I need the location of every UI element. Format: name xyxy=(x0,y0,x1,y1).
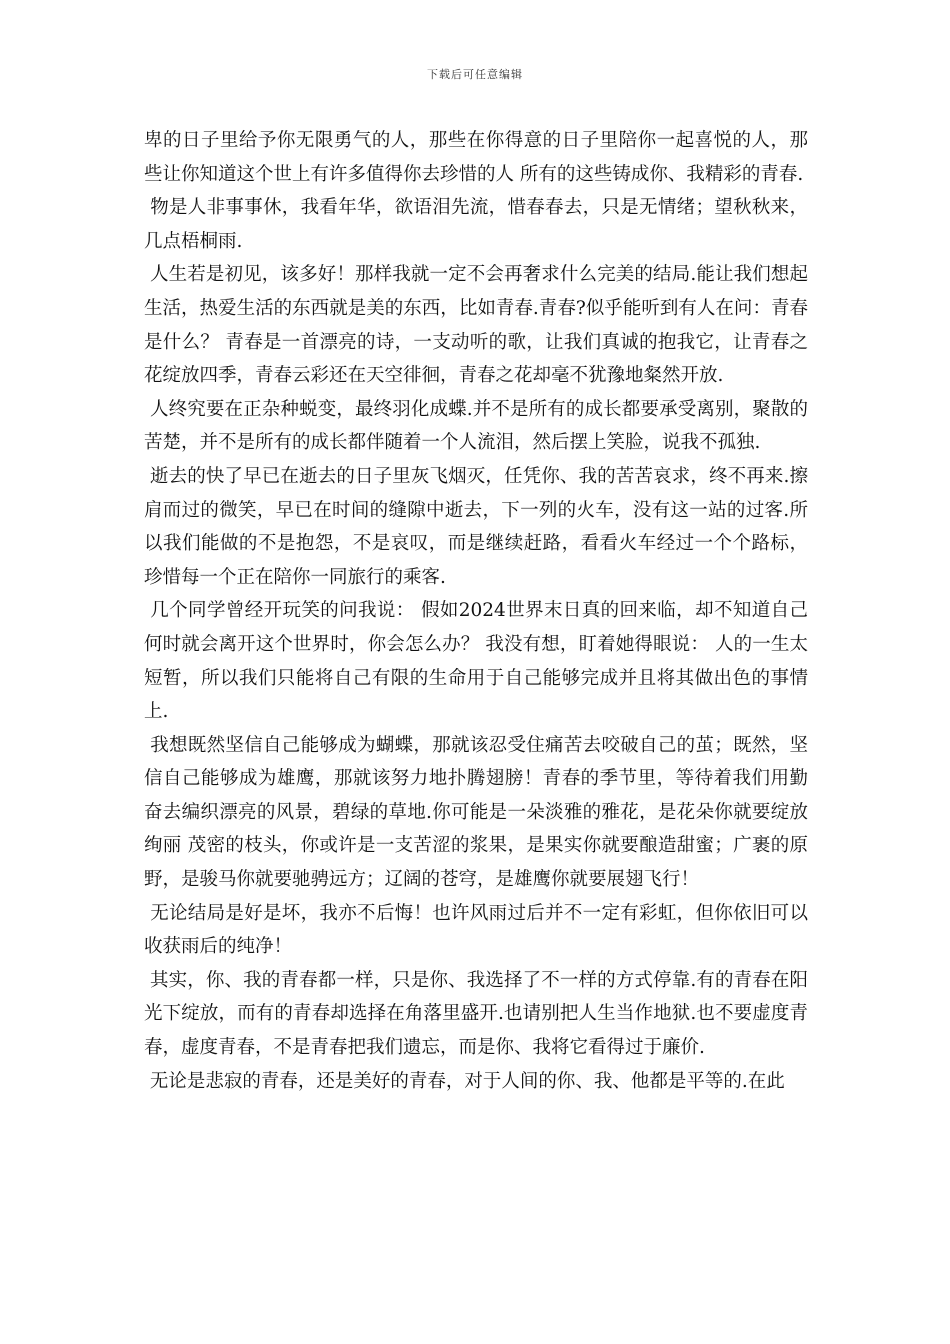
page-header: 下载后可任意编辑 xyxy=(427,68,523,81)
paragraph: 人生若是初见，该多好！那样我就一定不会再奢求什么完美的结局.能让我们想起生活，热爱生活的东西就是美的东西，比如青春.青春?似乎能听到有人在问：青春是什么？ 青春是一首漂亮的诗，一支动听的歌，让我们真诚的抱我它，让青春之花绽放四季，青春云彩还在天空徘徊，青春之花却毫不犹豫地粲然开放. xyxy=(144,264,808,387)
paragraph: 无论结局是好是坏，我亦不后悔！也许风雨过后并不一定有彩虹，但你依旧可以收获雨后的纯净！ xyxy=(144,902,808,958)
paragraph: 几个同学曾经开玩笑的问我说： 假如2024世界末日真的回来临，却不知道自己何时就会离开这个世界时，你会怎么办？ 我没有想，盯着她得眼说： 人的一生太短暂，所以我们只能将自己有限的生命用于自己能够完成并且将其做出色的事情上. xyxy=(144,600,808,723)
paragraph: 物是人非事事休，我看年华，欲语泪先流，惜春春去，只是无情绪；望秋秋来，几点梧桐雨. xyxy=(144,197,808,252)
document-body xyxy=(144,124,808,1098)
paragraph: 我想既然坚信自己能够成为蝴蝶，那就该忍受住痛苦去咬破自己的茧；既然，坚信自己能够成为雄鹰，那就该努力地扑腾翅膀！青春的季节里，等待着我们用勤奋去编织漂亮的风景，碧绿的草地.你可能是一朵淡雅的雅花，是花朵你就要绽放绚丽 茂密的枝头，你或许是一支苦涩的浆果，是果实你就要酿造甜蜜；广裹的原野，是骏马你就要驰骋远方；辽阔的苍穹，是雄鹰你就要展翅飞行！ xyxy=(144,734,808,891)
paragraph: 卑的日子里给予你无限勇气的人，那些在你得意的日子里陪你一起喜悦的人，那些让你知道这个世上有许多值得你去珍惜的人 所有的这些铸成你、我精彩的青春. xyxy=(144,130,808,185)
paragraph: 无论是悲寂的青春，还是美好的青春，对于人间的你、我、他都是平等的.在此 xyxy=(144,1070,785,1092)
paragraph: 其实，你、我的青春都一样，只是你、我选择了不一样的方式停靠.有的青春在阳光下绽放，而有的青春却选择在角落里盛开.也请别把人生当作地狱.也不要虚度青春，虚度青春，不是青春把我们遗忘，而是你、我将它看得过于廉价. xyxy=(144,969,808,1059)
paragraph: 逝去的快了早已在逝去的日子里灰飞烟灭，任凭你、我的苦苦哀求，终不再来.擦肩而过的微笑，早已在时间的缝隙中逝去，下一列的火车，没有这一站的过客.所以我们能做的不是抱怨，不是哀叹，而是继续赶路，看看火车经过一个个路标，珍惜每一个正在陪你一同旅行的乘客. xyxy=(144,465,808,588)
paragraph: 人终究要在正杂种蜕变，最终羽化成蝶.并不是所有的成长都要承受离别，聚散的苦楚，并不是所有的成长都伴随着一个人流泪，然后摆上笑脸，说我不孤独. xyxy=(144,398,808,454)
